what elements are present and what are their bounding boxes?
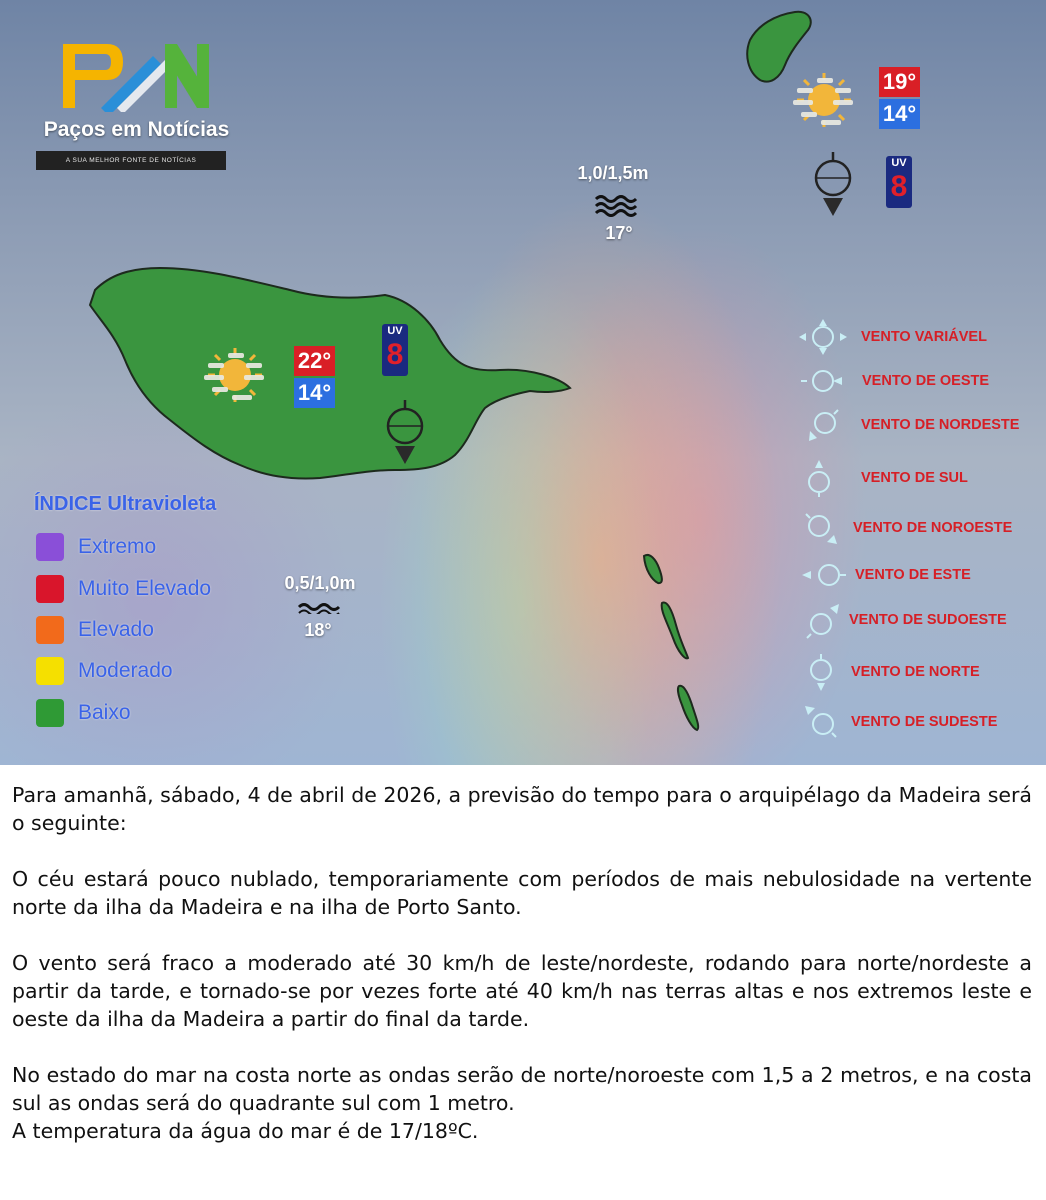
madeira-temp-max: 22° — [294, 346, 335, 376]
wind-legend-item — [795, 361, 1040, 401]
waves-icon — [594, 193, 640, 217]
uv-legend-label: Baixo — [78, 701, 131, 724]
south-sea-temperature: 18° — [304, 620, 332, 640]
island-desertas-3 — [678, 686, 698, 730]
uv-color-swatch — [36, 575, 64, 603]
uv-legend-label: Extremo — [78, 535, 157, 558]
forecast-sea — [12, 1061, 1032, 1145]
island-desertas-1 — [644, 555, 662, 583]
uv-label: UV — [891, 157, 907, 169]
forecast-text — [12, 781, 1032, 1145]
wind-legend-item — [795, 458, 1040, 498]
uv-legend-item — [36, 615, 154, 645]
wind-west-icon — [795, 361, 851, 401]
uv-legend-label: Elevado — [78, 618, 154, 641]
madeira-uv-badge — [382, 324, 408, 376]
wind-legend-item — [795, 317, 1040, 357]
porto-santo-temp-max: 19° — [879, 67, 920, 97]
wind-legend-item — [795, 702, 1040, 742]
wind-legend-label: VENTO DE SUL — [861, 470, 968, 486]
uv-color-swatch — [36, 699, 64, 727]
wind-legend-label: VENTO DE NORTE — [851, 664, 980, 680]
wind-northwest-icon — [795, 508, 851, 548]
uv-value: 8 — [890, 170, 908, 203]
wind-legend-label: VENTO DE OESTE — [862, 373, 990, 389]
wind-legend-item — [795, 555, 1040, 595]
wind-north-icon — [382, 398, 428, 468]
wind-legend-item — [795, 508, 1040, 548]
uv-label: UV — [387, 325, 403, 337]
uv-color-swatch — [36, 657, 64, 685]
uv-legend-label: Moderado — [78, 659, 173, 682]
forecast-intro: Para amanhã, sábado, 4 de abril de 2026, a previsão do tempo para o arquipélago da Madeira será o seguinte: — [12, 783, 1032, 835]
wind-southwest-icon — [795, 600, 851, 640]
south-sea-wave-height: 0,5/1,0m — [284, 573, 356, 593]
brand-tagline: A SUA MELHOR FONTE DE NOTÍCIAS — [36, 151, 226, 170]
wind-southeast-icon — [795, 702, 851, 742]
forecast-sea-temperature: A temperatura da água do mar é de 17/18ºC. — [12, 1119, 479, 1143]
wind-east-icon — [795, 555, 851, 595]
wind-legend-label: VENTO DE SUDOESTE — [849, 612, 1007, 628]
north-sea-temperature: 17° — [605, 223, 633, 243]
uv-legend-label: Muito Elevado — [78, 577, 212, 600]
wind-legend-label: VENTO DE NORDESTE — [861, 417, 1020, 433]
uv-legend-item — [36, 698, 131, 728]
forecast-sea-waves: No estado do mar na costa norte as ondas serão de norte/noroeste com 1,5 a 2 metros, e na costa sul as ondas será do quadrante sul com 1 metro. — [12, 1063, 1032, 1115]
sun-cloud-icon — [200, 345, 270, 405]
wind-northeast-icon — [795, 405, 851, 445]
porto-santo-uv-badge — [886, 156, 912, 208]
uv-color-swatch — [36, 533, 64, 561]
uv-legend-item — [36, 574, 211, 604]
madeira-temp-min: 14° — [294, 378, 335, 408]
uv-legend-title: ÍNDICE Ultravioleta — [34, 493, 217, 515]
wind-legend-item — [795, 652, 1040, 692]
brand-name: Paços em Notícias — [43, 118, 230, 141]
forecast-sky: O céu estará pouco nublado, temporariamente com períodos de mais nebulosidade na vertente norte da ilha da Madeira e na ilha de Porto Santo. — [12, 867, 1032, 919]
wind-legend-label: VENTO DE ESTE — [855, 567, 971, 583]
wind-north-icon — [810, 150, 856, 220]
wind-north-icon — [795, 652, 851, 692]
uv-value: 8 — [386, 338, 404, 371]
wind-variable-icon — [795, 317, 851, 357]
island-desertas-2 — [662, 602, 688, 658]
wind-legend-item — [795, 405, 1040, 445]
north-sea-wave-height: 1,0/1,5m — [577, 163, 649, 183]
sun-cloud-icon — [789, 70, 859, 130]
wind-legend-item — [795, 600, 1040, 640]
wind-south-icon — [795, 458, 851, 498]
wind-legend-label: VENTO DE NOROESTE — [853, 520, 1013, 536]
uv-legend-item — [36, 532, 156, 562]
porto-santo-temp-min: 14° — [879, 99, 920, 129]
waves-icon — [297, 600, 343, 614]
wind-legend-label: VENTO VARIÁVEL — [861, 329, 987, 345]
wind-legend-label: VENTO DE SUDESTE — [851, 714, 998, 730]
uv-color-swatch — [36, 616, 64, 644]
uv-legend-item — [36, 656, 173, 686]
forecast-wind: O vento será fraco a moderado até 30 km/h de leste/nordeste, rodando para norte/nordeste a partir da tarde, e tornado-se por vezes forte até 40 km/h nas terras altas e nos extremos leste e oeste da ilha da Madeira a partir do final da tarde. — [12, 951, 1032, 1031]
